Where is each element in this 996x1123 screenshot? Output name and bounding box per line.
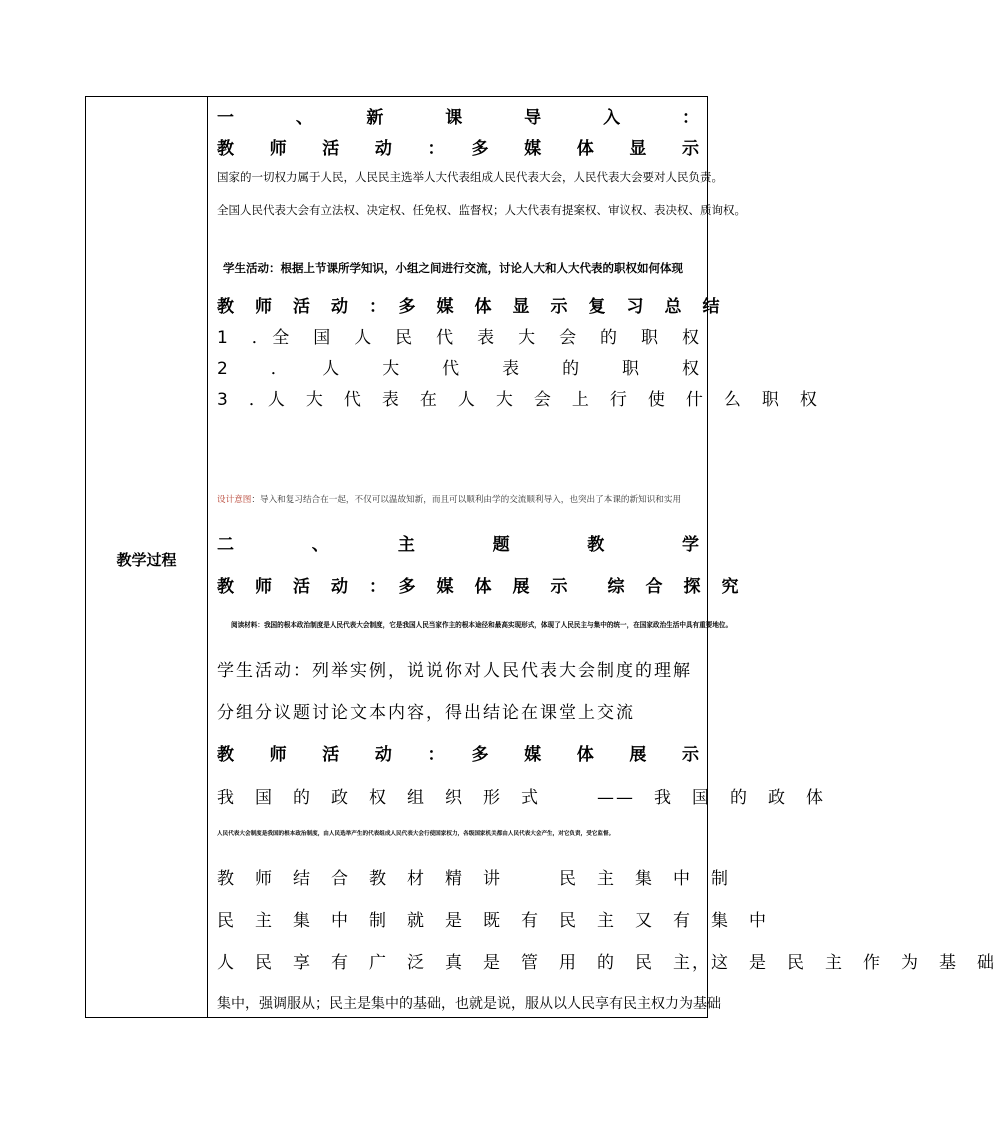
teacher-activity-explore: 教 师 活 动 ： 多 媒 体 展 示 综 合 探 究 — [217, 577, 741, 597]
npc-system-text: 人民代表大会制度是我国的根本政治制度，由人民选举产生的代表组成人民代表大会行使国家权力，各级国家机关都由人民代表大会产生，对它负责，受它监督。 — [217, 831, 615, 837]
reading-material-text: 阅读材料：我国的根本政治制度是人民代表大会制度，它是我国人民当家作主的根本途径和最高实现形式，体现了人民民主与集中的统一，在国家政治生活中具有重要地位。 — [231, 621, 733, 629]
review-item-1: 1 ．全 国 人 民 代 表 大 会 的 职 权 — [217, 328, 701, 348]
heading-theme-teaching: 二 、 主 题 教 学 — [217, 535, 701, 555]
text-npc-powers: 全国人民代表大会有立法权、决定权、任免权、监督权；人大代表有提案权、审议权、表决权、质询权。 — [217, 203, 746, 217]
review-item-3: 3 ．人 大 代 表 在 人 大 会 上 行 使 什 么 职 权 — [217, 390, 819, 410]
teacher-activity-display: 教 师 活 动 ： 多 媒 体 显 示 — [217, 139, 701, 159]
heading-new-lesson: 一 、 新 课 导 入 ： — [217, 108, 701, 128]
group-discussion-text: 分组分议题讨论文本内容，得出结论在课堂上交流 — [217, 703, 635, 723]
lesson-table — [85, 96, 996, 1018]
teacher-activity-show: 教 师 活 动 ： 多 媒 体 展 示 — [217, 745, 701, 765]
content-cell — [217, 97, 996, 1017]
centralism-explanation: 集中，强调服从；民主是集中的基础，也就是说，服从以人民享有民主权力为基础 — [217, 996, 721, 1012]
design-intent-tag: 设计意图 — [217, 495, 252, 505]
review-item-2: 2 ． 人 大 代 表 的 职 权 — [217, 359, 701, 379]
design-intent-note: 设计意图：导入和复习结合在一起，不仅可以温故知新，而且可以顺利由学的交流顺利导入，也突出了本课的新知识和实用 — [217, 495, 682, 505]
teacher-activity-review: 教 师 活 动 ： 多 媒 体 显 示 复 习 总 结 — [217, 297, 722, 317]
student-activity-discussion: 学生活动：根据上节课所学知识，小组之间进行交流，讨论人大和人大代表的职权如何体现 — [223, 261, 683, 275]
government-form-text: 我 国 的 政 权 组 织 形 式 —— 我 国 的 政 体 — [217, 788, 825, 808]
teacher-explains-centralism: 教 师 结 合 教 材 精 讲 民 主 集 中 制 — [217, 869, 730, 889]
people-enjoy-democracy: 人 民 享 有 广 泛 真 是 管 用 的 民 主，这 是 民 主 作 为 基 础 — [217, 953, 996, 973]
section-label-cell — [86, 97, 208, 1017]
section-label: 教学过程 — [116, 551, 177, 569]
student-activity-examples: 学生活动：列举实例，说说你对人民代表大会制度的理解 — [217, 661, 692, 681]
centralism-definition: 民 主 集 中 制 就 是 既 有 民 主 又 有 集 中 — [217, 911, 768, 931]
text-power-belongs-to-people: 国家的一切权力属于人民，人民民主选举人大代表组成人民代表大会，人民代表大会要对人民负责。 — [217, 170, 723, 184]
